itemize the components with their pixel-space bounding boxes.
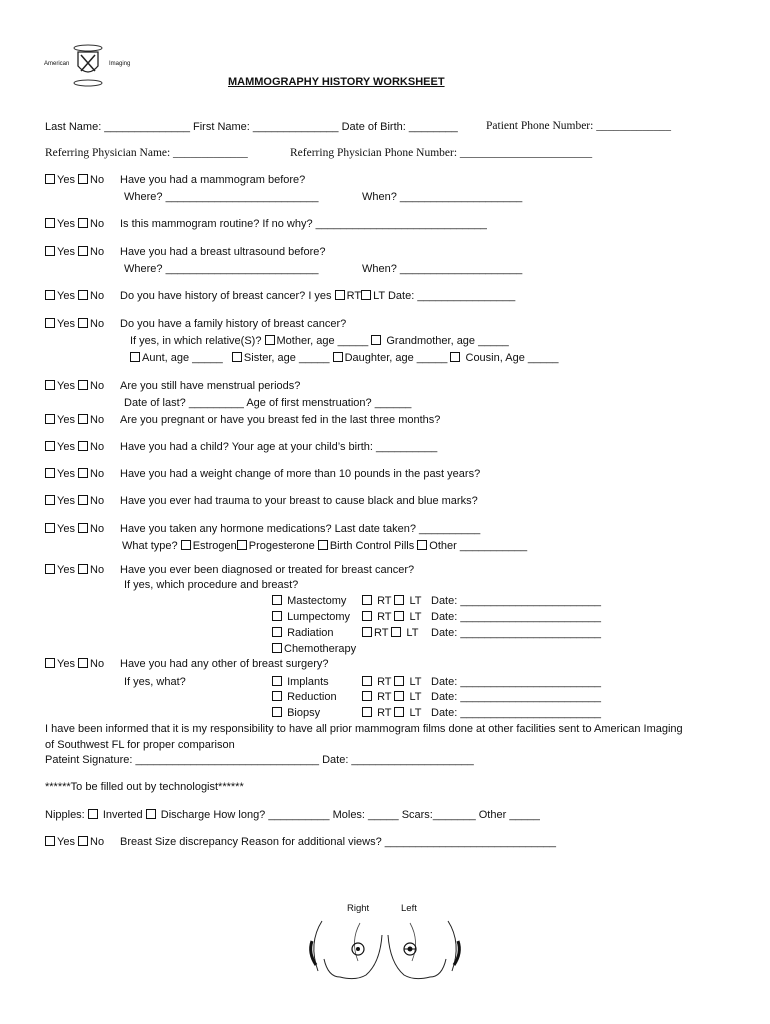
mammogram-where-field[interactable]: Where? _________________________: [124, 191, 319, 203]
date-field[interactable]: Date: _______________________: [431, 707, 602, 719]
checkbox-daughter[interactable]: [333, 352, 343, 362]
yes-no-q13[interactable]: Yes No: [45, 658, 104, 670]
yes-no-views[interactable]: Yes No: [45, 836, 104, 848]
menstrual-dates-field[interactable]: Date of last? _________ Age of first menstruation? ______: [124, 397, 412, 409]
checkbox-rt[interactable]: [362, 676, 372, 686]
question-trauma: Have you ever had trauma to your breast to cause black and blue marks?: [120, 495, 478, 507]
rt-lt-mastectomy: RT LT: [362, 595, 421, 607]
checkbox-rt[interactable]: [362, 595, 372, 605]
yes-no-q3[interactable]: Yes No: [45, 246, 104, 258]
mammogram-when-field[interactable]: When? ____________________: [362, 191, 523, 203]
checkbox[interactable]: [45, 495, 55, 505]
checkbox[interactable]: [78, 523, 88, 533]
checkbox[interactable]: [78, 246, 88, 256]
question-diagnosed: Have you ever been diagnosed or treated for breast cancer?: [120, 564, 415, 576]
checkbox[interactable]: [272, 643, 282, 653]
yes-no-q4[interactable]: Yes No: [45, 290, 104, 302]
checkbox[interactable]: [272, 676, 282, 686]
checkbox[interactable]: [78, 658, 88, 668]
family-relatives-row1: If yes, in which relative(S)? Mother, age _____ Grandmother, age _____: [130, 335, 509, 347]
question-routine[interactable]: Is this mammogram routine? If no why? ____________________________: [120, 218, 487, 230]
breast-diagram[interactable]: [300, 915, 470, 990]
yes-no-q1[interactable]: Yes No: [45, 174, 104, 186]
question-hormone[interactable]: Have you taken any hormone medications? Last date taken? __________: [120, 523, 481, 535]
family-relatives-row2: Aunt, age _____ Sister, age _____ Daughter, age _____ Cousin, Age _____: [130, 352, 558, 364]
consent-text-line1: I have been informed that it is my responsibility to have all prior mammogram films done at other facilities sent to American Imaging: [45, 723, 683, 735]
checkbox[interactable]: [78, 836, 88, 846]
patient-phone-field[interactable]: Patient Phone Number: _____________: [486, 120, 671, 132]
checkbox[interactable]: [45, 523, 55, 533]
checkbox[interactable]: [45, 658, 55, 668]
checkbox-rt[interactable]: [362, 627, 372, 637]
checkbox[interactable]: [45, 441, 55, 451]
yes-no-q8[interactable]: Yes No: [45, 441, 104, 453]
referring-physician-name-field[interactable]: Referring Physician Name: _____________: [45, 147, 248, 159]
checkbox[interactable]: [45, 414, 55, 424]
checkbox-other[interactable]: [417, 540, 427, 550]
procedure-row-radiation: Radiation: [272, 627, 334, 639]
checkbox-discharge[interactable]: [146, 809, 156, 819]
hormone-type-row: What type? Estrogen Progesterone Birth Control Pills Other ___________: [122, 540, 528, 552]
checkbox-grandmother[interactable]: [371, 335, 381, 345]
checkbox[interactable]: [272, 611, 282, 621]
checkbox-estrogen[interactable]: [181, 540, 191, 550]
yes-no-q10[interactable]: Yes No: [45, 495, 104, 507]
logo-text-right: Imaging: [109, 61, 131, 67]
date-field[interactable]: Date: _______________________: [431, 691, 602, 703]
checkbox-rt[interactable]: [362, 611, 372, 621]
question-weight-change: Have you had a weight change of more than 10 pounds in the past years?: [120, 468, 481, 480]
checkbox-rt[interactable]: [335, 290, 345, 300]
rt-lt-lumpectomy: RT LT: [362, 611, 421, 623]
procedure-row-lumpectomy: Lumpectomy: [272, 611, 350, 623]
checkbox-lt[interactable]: [394, 676, 404, 686]
checkbox-progesterone[interactable]: [237, 540, 247, 550]
date-field[interactable]: Date: _______________________: [431, 627, 602, 639]
checkbox[interactable]: [78, 218, 88, 228]
checkbox[interactable]: [45, 246, 55, 256]
checkbox[interactable]: [78, 468, 88, 478]
rt-lt-reduction: RT LT: [362, 691, 421, 703]
yes-no-q6[interactable]: Yes No: [45, 380, 104, 392]
checkbox[interactable]: [78, 380, 88, 390]
checkbox-cousin[interactable]: [450, 352, 460, 362]
checkbox-birth-control[interactable]: [318, 540, 328, 550]
date-field[interactable]: Date: _______________________: [431, 676, 602, 688]
checkbox[interactable]: [78, 414, 88, 424]
ultrasound-where-field[interactable]: Where? _________________________: [124, 263, 319, 275]
procedure-prompt: If yes, which procedure and breast?: [124, 579, 299, 591]
question-history-breast-cancer: Do you have history of breast cancer? I yes RT LT Date: ________________: [120, 290, 516, 302]
checkbox[interactable]: [78, 564, 88, 574]
checkbox[interactable]: [272, 707, 282, 717]
diagram-label-left: Left: [401, 903, 417, 914]
checkbox[interactable]: [78, 290, 88, 300]
technologist-header: ******To be filled out by technologist******: [45, 781, 244, 793]
checkbox[interactable]: [45, 564, 55, 574]
yes-no-q5[interactable]: Yes No: [45, 318, 104, 330]
yes-no-q11[interactable]: Yes No: [45, 523, 104, 535]
checkbox[interactable]: [78, 318, 88, 328]
checkbox[interactable]: [78, 495, 88, 505]
patient-info-line[interactable]: Last Name: ______________ First Name: ______________ Date of Birth: ________: [45, 121, 458, 133]
question-pregnant: Are you pregnant or have you breast fed in the last three months?: [120, 414, 441, 426]
procedure-row-mastectomy: Mastectomy: [272, 595, 346, 607]
checkbox-mother[interactable]: [265, 335, 275, 345]
question-child[interactable]: Have you had a child? Your age at your child’s birth: __________: [120, 441, 438, 453]
surgery-row-implants: Implants: [272, 676, 329, 688]
yes-no-q7[interactable]: Yes No: [45, 414, 104, 426]
checkbox-rt[interactable]: [362, 707, 372, 717]
checkbox[interactable]: [45, 290, 55, 300]
diagram-label-right: Right: [347, 903, 370, 914]
question-ultrasound: Have you had a breast ultrasound before?: [120, 246, 326, 258]
procedure-row-chemotherapy: Chemotherapy: [272, 643, 356, 655]
checkbox-lt[interactable]: [394, 611, 404, 621]
date-field[interactable]: Date: _______________________: [431, 595, 602, 607]
rt-lt-radiation: RT LT: [362, 627, 418, 639]
logo-text-left: American: [44, 61, 70, 67]
checkbox-lt[interactable]: [394, 691, 404, 701]
checkbox[interactable]: [45, 318, 55, 328]
question-other-surgery: Have you had any other of breast surgery?: [120, 658, 329, 670]
checkbox-sister[interactable]: [232, 352, 242, 362]
checkbox[interactable]: [78, 441, 88, 451]
checkbox-aunt[interactable]: [130, 352, 140, 362]
checkbox[interactable]: [78, 174, 88, 184]
consent-text-line2: of Southwest FL for proper comparison: [45, 739, 235, 751]
question-family-history: Do you have a family history of breast cancer?: [120, 318, 347, 330]
checkbox-rt[interactable]: [362, 691, 372, 701]
checkbox-lt[interactable]: [391, 627, 401, 637]
surgery-prompt: If yes, what?: [124, 676, 186, 688]
yes-no-q9[interactable]: Yes No: [45, 468, 104, 480]
checkbox-inverted[interactable]: [88, 809, 98, 819]
checkbox-lt[interactable]: [394, 707, 404, 717]
surgery-row-biopsy: Biopsy: [272, 707, 320, 719]
checkbox-lt[interactable]: [394, 595, 404, 605]
nipples-row: Nipples: Inverted Discharge How long? __________ Moles: _____ Scars:_______ Other _____: [45, 809, 540, 821]
question-mammogram-before: Have you had a mammogram before?: [120, 174, 306, 186]
rt-lt-implants: RT LT: [362, 676, 421, 688]
checkbox[interactable]: [45, 218, 55, 228]
surgery-row-reduction: Reduction: [272, 691, 337, 703]
date-field[interactable]: Date: _______________________: [431, 611, 602, 623]
ultrasound-when-field[interactable]: When? ____________________: [362, 263, 523, 275]
checkbox[interactable]: [45, 380, 55, 390]
question-menstrual: Are you still have menstrual periods?: [120, 380, 301, 392]
signature-field[interactable]: Pateint Signature: ______________________________ Date: ____________________: [45, 754, 474, 766]
page-title: MAMMOGRAPHY HISTORY WORKSHEET: [228, 76, 445, 88]
checkbox[interactable]: [45, 174, 55, 184]
rt-lt-biopsy: RT LT: [362, 707, 421, 719]
checkbox-lt[interactable]: [361, 290, 371, 300]
yes-no-q2[interactable]: Yes No: [45, 218, 104, 230]
checkbox[interactable]: [45, 836, 55, 846]
checkbox[interactable]: [272, 595, 282, 605]
checkbox[interactable]: [272, 627, 282, 637]
additional-views-field[interactable]: Breast Size discrepancy Reason for additional views? ____________________________: [120, 836, 557, 848]
checkbox[interactable]: [45, 468, 55, 478]
yes-no-q12[interactable]: Yes No: [45, 564, 104, 576]
checkbox[interactable]: [272, 691, 282, 701]
referring-physician-phone-field[interactable]: Referring Physician Phone Number: _______________________: [290, 147, 593, 159]
